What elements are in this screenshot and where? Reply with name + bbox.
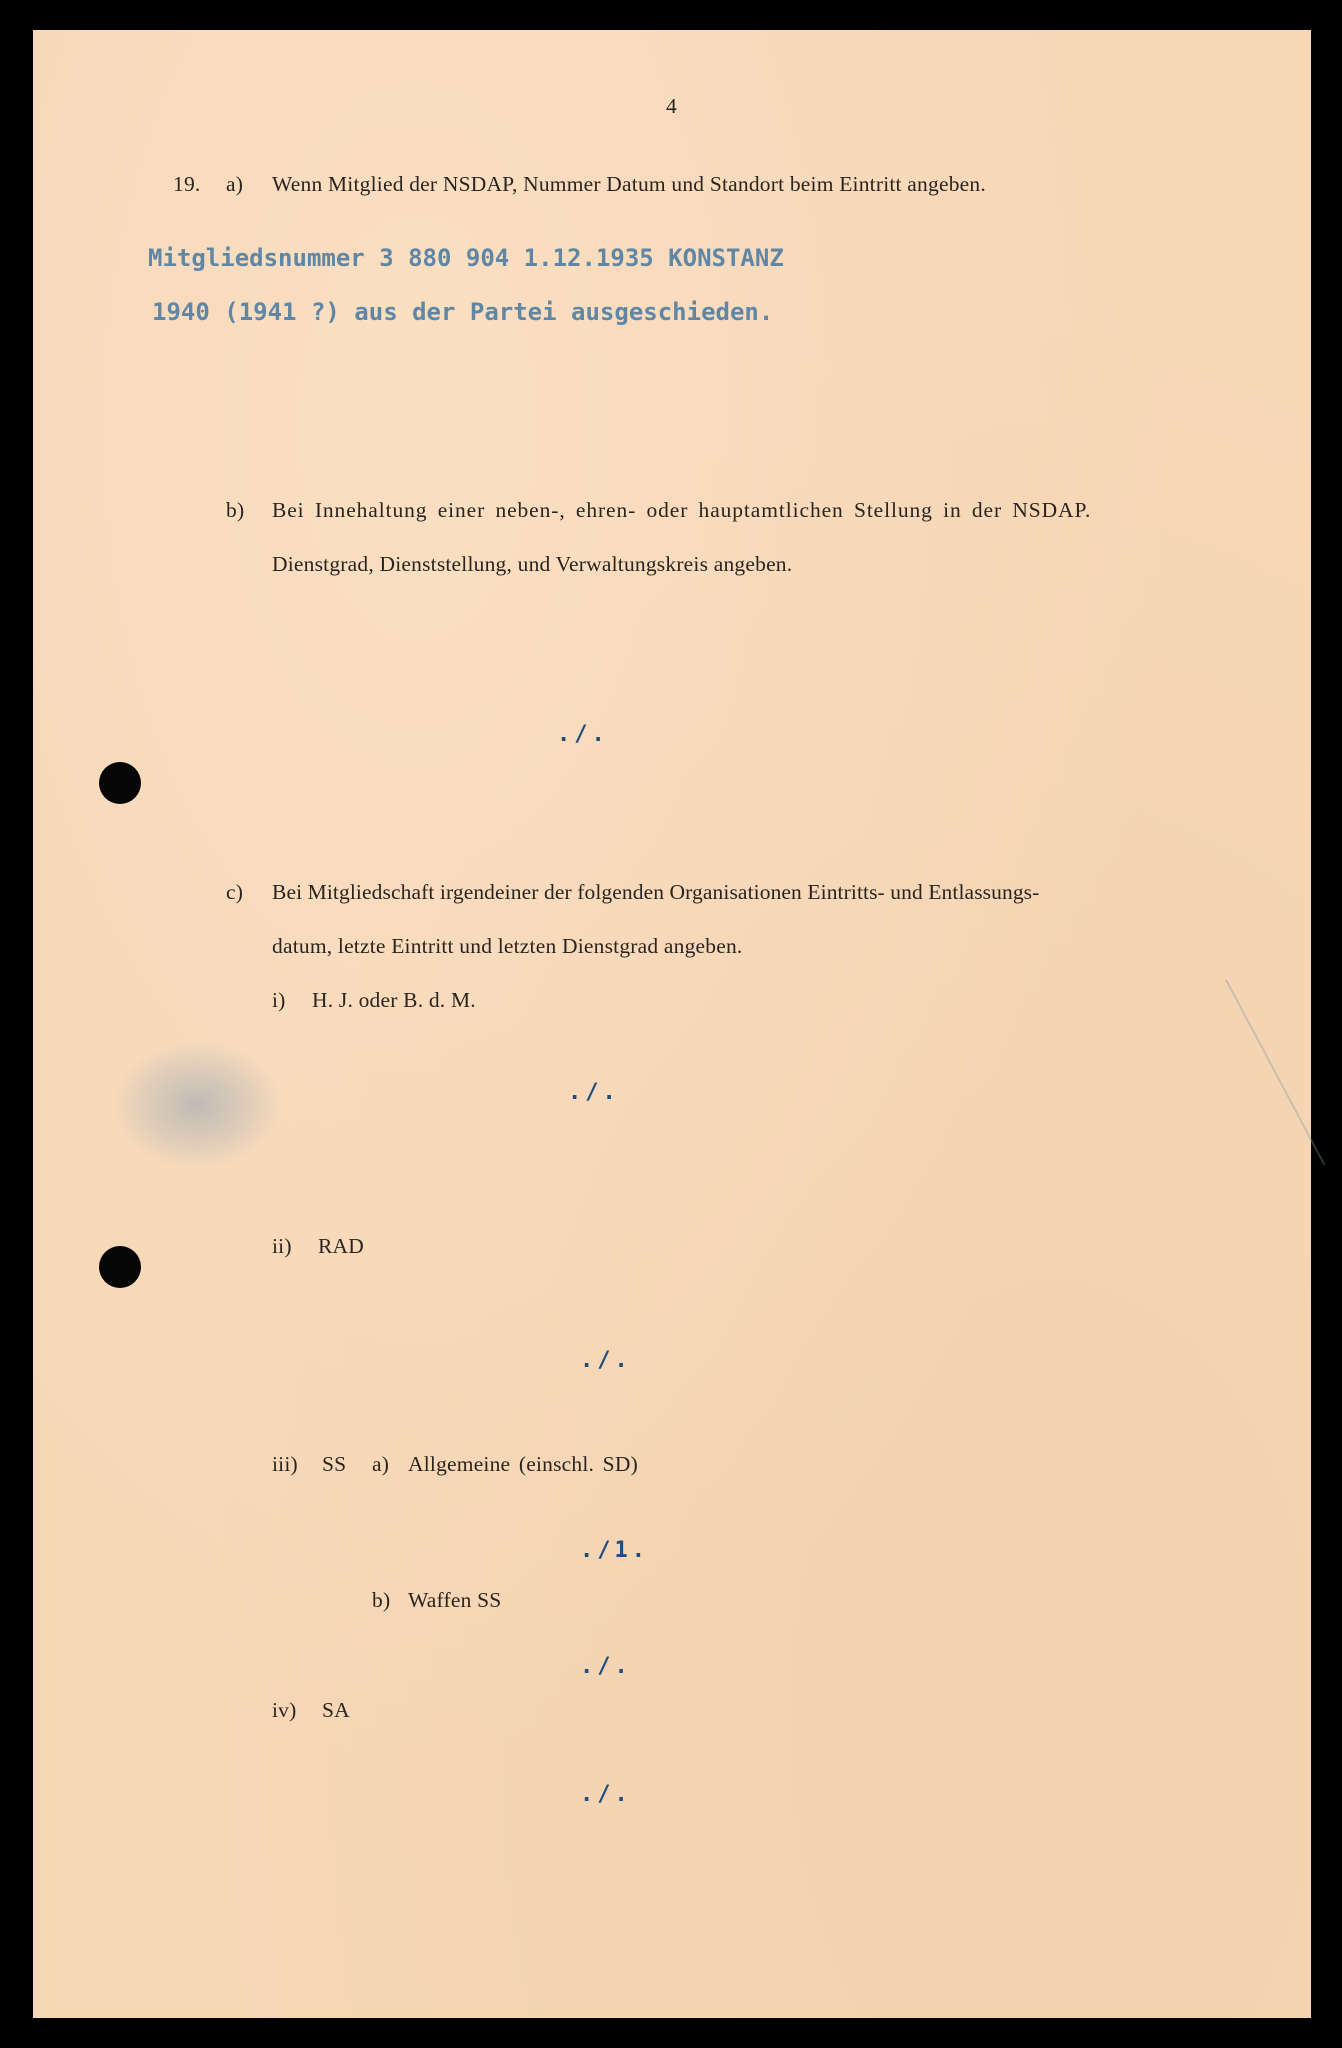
- item-ii-label: ii): [272, 1234, 292, 1258]
- stamp-answer-i: ./.: [568, 1080, 620, 1105]
- question-c-label: c): [226, 880, 244, 904]
- stamp-answer-b: ./.: [557, 722, 609, 747]
- question-b-text-line2: Dienstgrad, Dienststellung, und Verwaltungskreis angeben.: [272, 552, 793, 576]
- document-page: [33, 30, 1311, 2018]
- typed-answer-a-line1: Mitgliedsnummer 3 880 904 1.12.1935 KONSTANZ: [148, 244, 784, 272]
- item-ii-text: RAD: [318, 1234, 364, 1258]
- question-a-text: Wenn Mitglied der NSDAP, Nummer Datum und Standort beim Eintritt angeben.: [272, 172, 986, 196]
- question-b-text-line1: Bei Innehaltung einer neben-, ehren- oder hauptamtlichen Stellung in der NSDAP.: [272, 498, 1092, 522]
- item-iii-sub-a-label: a): [372, 1452, 390, 1476]
- item-iii-text: SS: [322, 1452, 347, 1476]
- item-iii-label: iii): [272, 1452, 298, 1476]
- punch-hole-lower: [99, 1246, 141, 1288]
- item-i-label: i): [272, 988, 286, 1012]
- stamp-answer-iv: ./.: [580, 1782, 632, 1807]
- stamp-answer-iii-b: ./.: [580, 1654, 632, 1679]
- question-b-label: b): [226, 498, 245, 522]
- item-iii-sub-b-label: b): [372, 1588, 391, 1612]
- item-iv-text: SA: [322, 1698, 350, 1722]
- typed-answer-a-line2: 1940 (1941 ?) aus der Partei ausgeschieden.: [152, 298, 774, 326]
- item-i-text: H. J. oder B. d. M.: [312, 988, 476, 1012]
- stamp-answer-iii-a: ./1.: [580, 1538, 649, 1563]
- punch-hole-upper: [99, 762, 141, 804]
- item-iii-sub-a-text: Allgemeine (einschl. SD): [408, 1452, 638, 1476]
- question-c-text-line1: Bei Mitgliedschaft irgendeiner der folgenden Organisationen Eintritts- und Entlassungs-: [272, 880, 1040, 904]
- stamp-answer-ii: ./.: [580, 1348, 632, 1373]
- question-c-text-line2: datum, letzte Eintritt und letzten Dienstgrad angeben.: [272, 934, 743, 958]
- question-a-label: a): [226, 172, 244, 196]
- page-number: 4: [666, 94, 677, 118]
- question-number: 19.: [173, 172, 201, 196]
- item-iii-sub-b-text: Waffen SS: [408, 1588, 502, 1612]
- item-iv-label: iv): [272, 1698, 297, 1722]
- ink-smudge: [112, 1040, 282, 1170]
